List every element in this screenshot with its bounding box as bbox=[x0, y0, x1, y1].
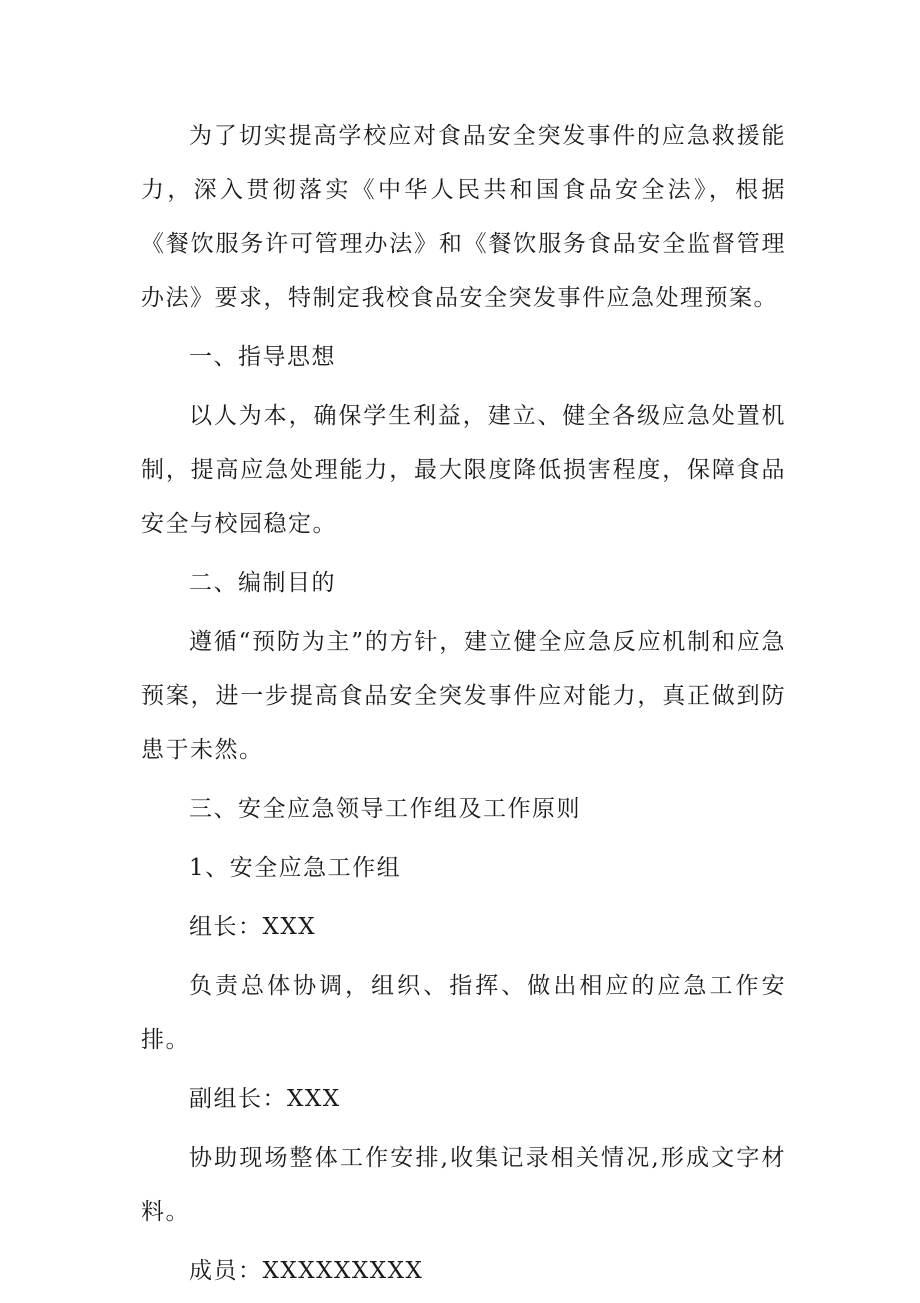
section-heading-leadership-group: 三、安全应急领导工作组及工作原则 bbox=[189, 796, 581, 822]
deputy-leader-duty: 协助现场整体工作安排,收集记录相关情况,形成文字材料。 bbox=[141, 1145, 786, 1225]
subheading-emergency-group: 1、安全应急工作组 bbox=[189, 855, 402, 881]
members: 成员：XXXXXXXXX bbox=[189, 1258, 424, 1284]
section-heading-purpose: 二、编制目的 bbox=[189, 570, 336, 596]
group-leader: 组长：XXX bbox=[189, 914, 317, 940]
guiding-ideology-paragraph: 以人为本，确保学生利益，建立、健全各级应急处置机制，提高应急处理能力，最大限度降低损害程度，保障食品安全与校园稳定。 bbox=[141, 403, 786, 537]
group-leader-duty: 负责总体协调，组织、指挥、做出相应的应急工作安排。 bbox=[141, 973, 786, 1053]
deputy-leader: 副组长：XXX bbox=[189, 1086, 341, 1112]
purpose-paragraph: 遵循“预防为主”的方针，建立健全应急反应机制和应急预案，进一步提高食品安全突发事件应对能力，真正做到防患于未然。 bbox=[141, 629, 786, 763]
section-heading-guiding-ideology: 一、指导思想 bbox=[189, 344, 336, 370]
document-body bbox=[141, 109, 786, 1303]
intro-paragraph: 为了切实提高学校应对食品安全突发事件的应急救援能力，深入贯彻落实《中华人民共和国食品安全法》，根据《餐饮服务许可管理办法》和《餐饮服务食品安全监督管理办法》要求，特制定我校食品安全突发事件应急处理预案。 bbox=[141, 123, 786, 311]
